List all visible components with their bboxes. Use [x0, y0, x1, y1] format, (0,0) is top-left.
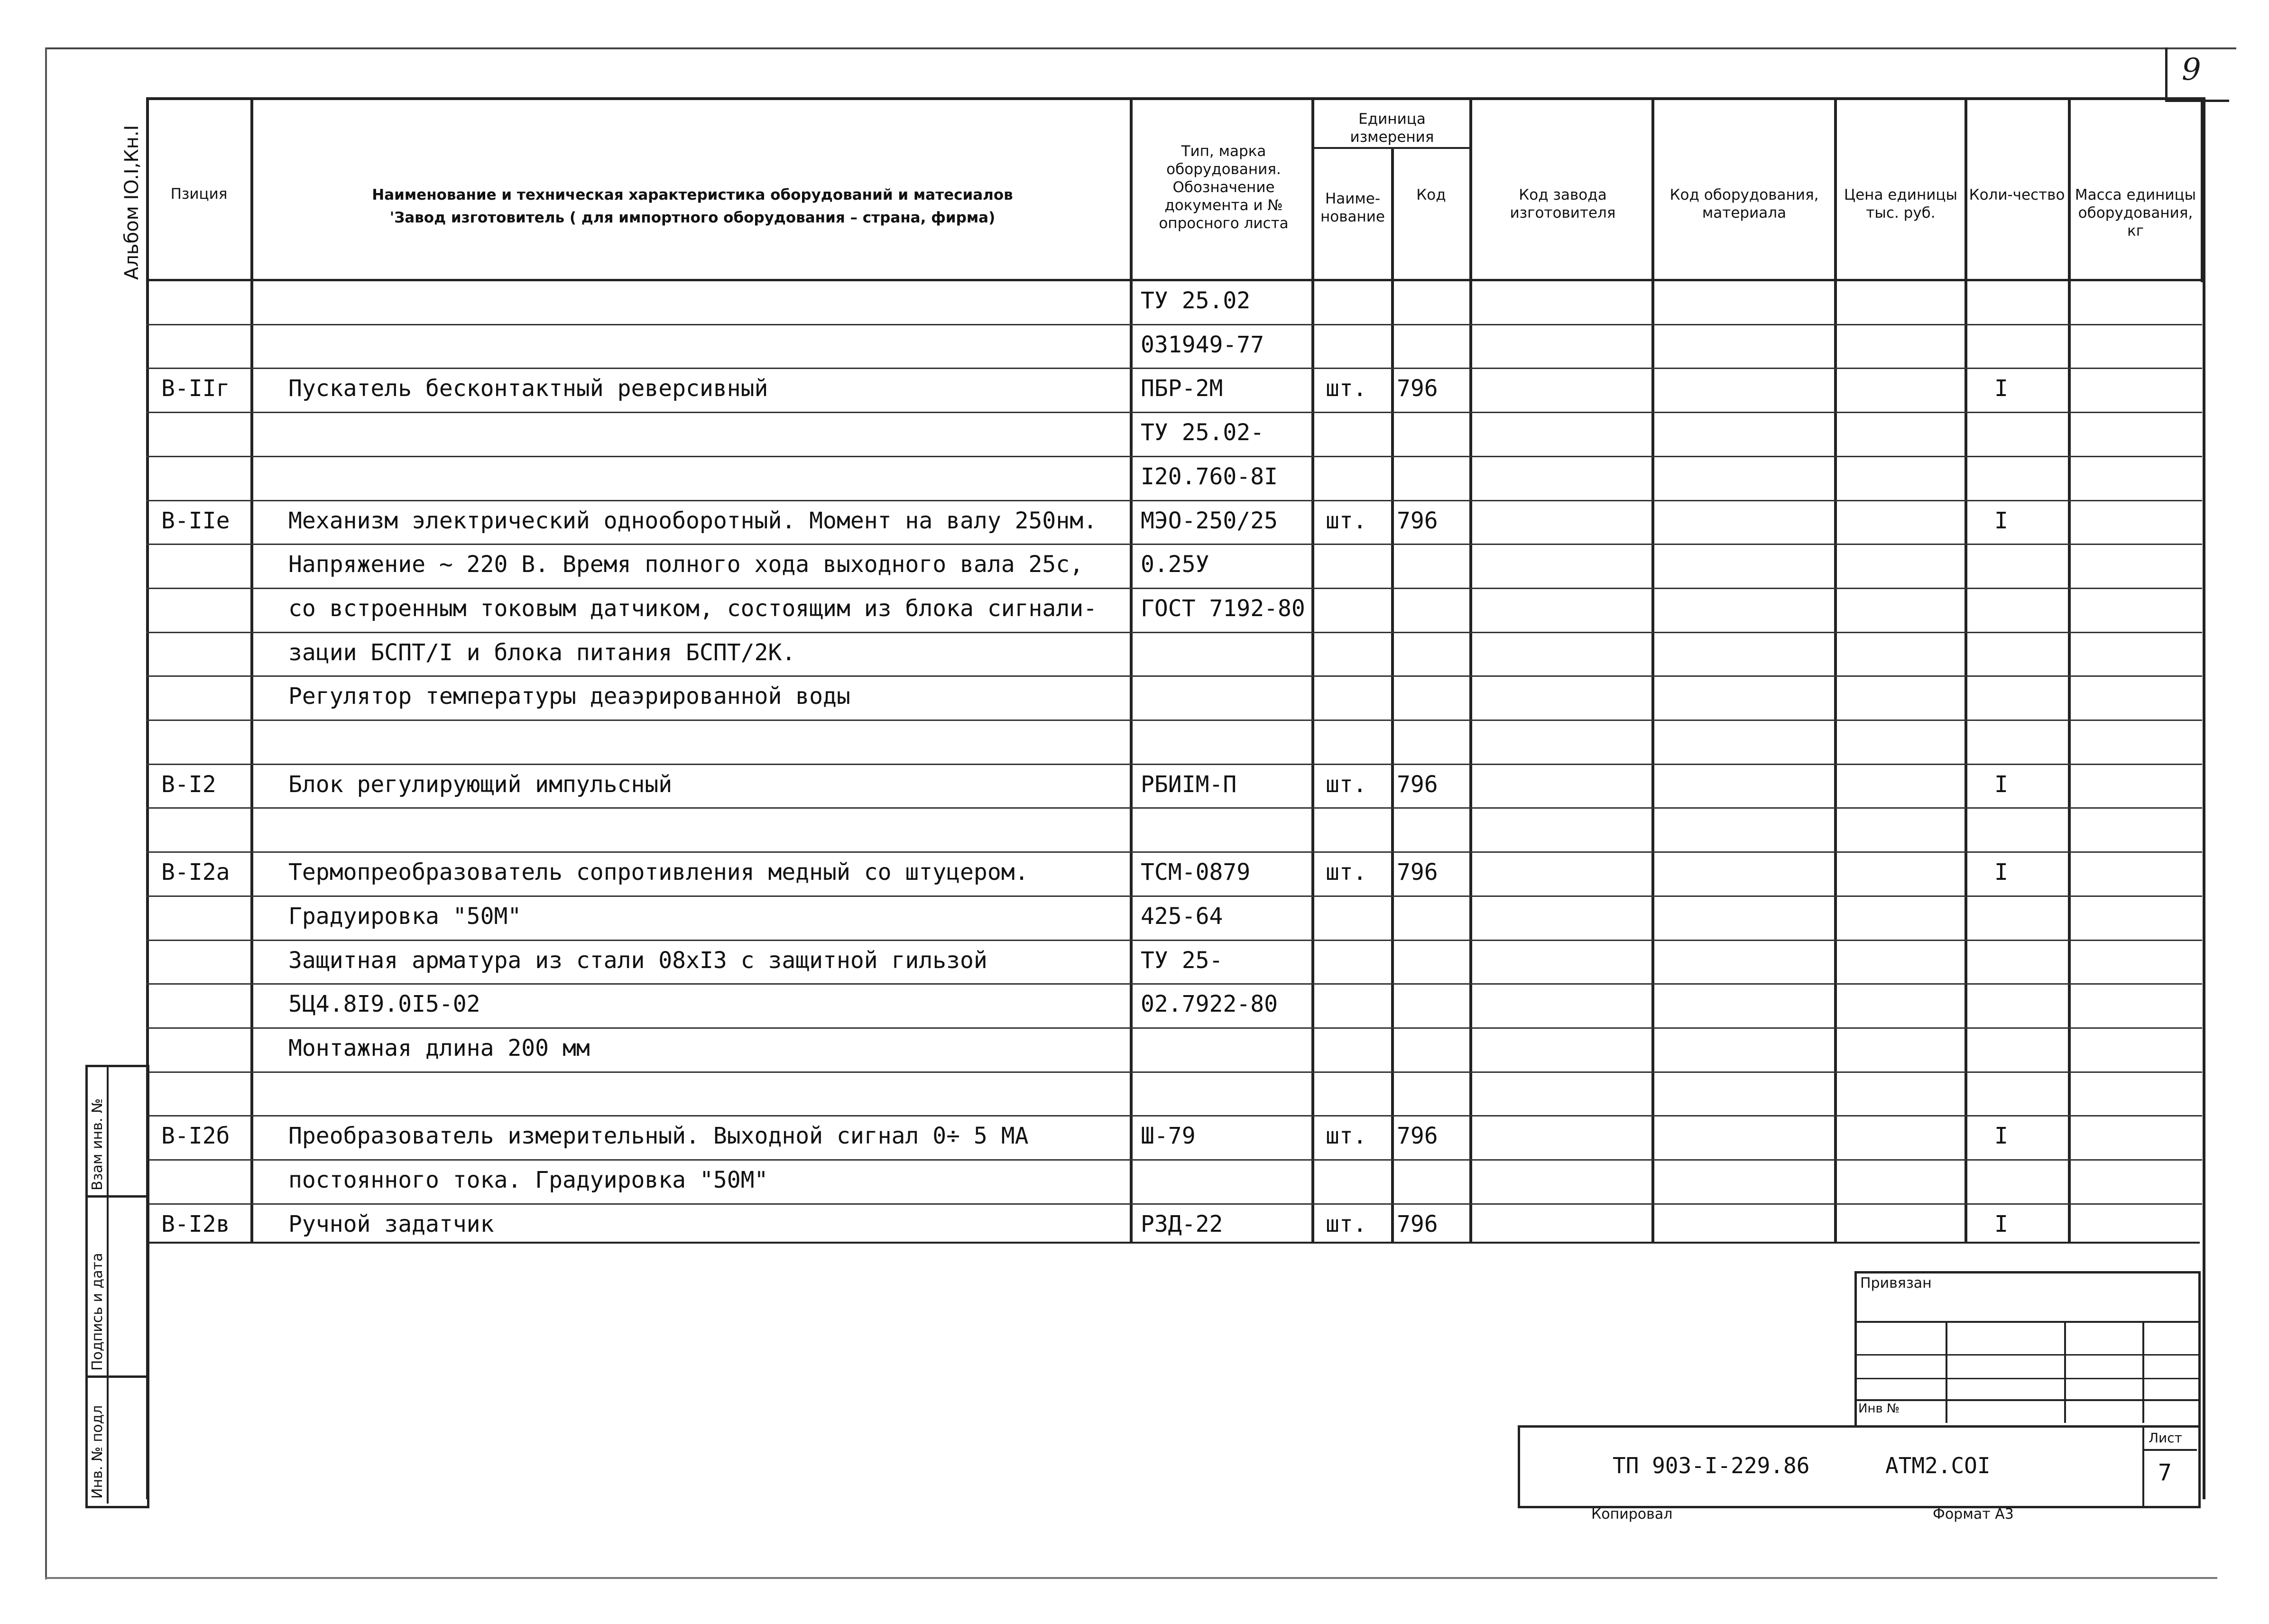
row-divider — [146, 851, 2202, 853]
header-unit-code: Код — [1416, 186, 1446, 203]
cell-code: 796 — [1397, 859, 1438, 886]
cell-type: ТСМ-0879 — [1141, 859, 1251, 886]
side-stamp-div2 — [85, 1375, 147, 1378]
cell-type: ТУ 25.02 — [1141, 287, 1251, 314]
cell-qty: I — [1994, 375, 2008, 402]
stamp-list-no: 7 — [2158, 1459, 2172, 1486]
header-quantity: Коли-чество — [1969, 186, 2065, 203]
stamp-vline-b — [2064, 1321, 2066, 1423]
cell-name: Защитная арматура из стали 08хI3 с защитной гильзой — [288, 947, 987, 974]
row-divider — [146, 983, 2202, 985]
header-factory-code: Код завода изготовителя — [1510, 186, 1616, 221]
cell-code: 796 — [1397, 771, 1438, 798]
cell-name: 5Ц4.8I9.0I5-02 — [288, 991, 480, 1018]
outer-frame-left — [45, 47, 47, 1579]
side-stamp-div1 — [85, 1195, 147, 1198]
cell-type: ПБР-2М — [1141, 375, 1223, 402]
cell-name: Регулятор температуры деаэрированной воды — [288, 683, 850, 710]
cell-unit: шт. — [1326, 859, 1367, 886]
row-divider — [146, 720, 2202, 721]
cell-unit: шт. — [1326, 771, 1367, 798]
stamp-list-box — [2142, 1425, 2144, 1506]
row-divider — [146, 764, 2202, 765]
stamp-privyazan-box — [1854, 1271, 2201, 1428]
cell-name: Напряжение ~ 220 В. Время полного хода выходного вала 25с, — [288, 551, 1084, 578]
header-name-line2: 'Завод изготовитель ( для импортного оборудования – страна, фирма) — [389, 209, 996, 226]
cell-name: Монтажная длина 200 мм — [288, 1034, 590, 1061]
row-divider — [146, 1115, 2202, 1116]
cell-type: 425-64 — [1141, 903, 1223, 930]
stamp-line-b — [1854, 1354, 2198, 1356]
header-type: Тип, марка оборудования. Обозначение документа и № опросного листа — [1159, 143, 1289, 232]
cell-unit: шт. — [1326, 375, 1367, 402]
row-divider — [146, 324, 2202, 325]
stamp-list-line — [2142, 1449, 2197, 1451]
outer-frame-bottom — [45, 1577, 2217, 1579]
cell-type: ГОСТ 7192-80 — [1141, 595, 1305, 622]
row-divider — [146, 1203, 2202, 1205]
stamp-vline-c — [2142, 1321, 2144, 1423]
side-label-vzam: Взам инв. № — [89, 1098, 106, 1190]
cell-name: Преобразователь измерительный. Выходной сигнал 0÷ 5 МА — [288, 1123, 1029, 1150]
row-divider — [146, 544, 2202, 545]
side-label-podpis: Подпись и дата — [89, 1253, 106, 1371]
row-divider — [146, 368, 2202, 369]
cell-name: Ручной задатчик — [288, 1210, 494, 1237]
header-mass: Масса единицы оборудования, кг — [2075, 186, 2196, 240]
cell-pos: В-I2б — [161, 1123, 230, 1150]
cell-name: постоянного тока. Градуировка "50М" — [288, 1167, 768, 1193]
cell-type: 02.7922-80 — [1141, 991, 1278, 1018]
header-price: Цена единицы тыс. руб. — [1844, 186, 1957, 221]
cell-code: 796 — [1397, 507, 1438, 534]
cell-unit: шт. — [1326, 1210, 1367, 1237]
cell-pos: В-I2а — [161, 859, 230, 886]
row-divider — [146, 456, 2202, 457]
stamp-doc-code: ТП 903-I-229.86 — [1613, 1453, 1810, 1478]
cell-qty: I — [1994, 859, 2008, 886]
cell-type: 0.25У — [1141, 551, 1209, 578]
col-line-4 — [1391, 147, 1394, 1243]
stamp-line-a — [1854, 1321, 2198, 1323]
row-divider — [146, 807, 2202, 809]
side-stamp-vline — [107, 1065, 109, 1504]
row-divider — [146, 940, 2202, 941]
header-name-line1: Наименование и техническая характеристика оборудований и матесиалов — [372, 186, 1013, 203]
row-divider — [146, 1071, 2202, 1073]
header-position: Пзиция — [170, 185, 228, 203]
row-divider — [146, 412, 2202, 413]
cell-name: Механизм электрический однооборотный. Момент на валу 250нм. — [288, 507, 1098, 534]
stamp-privyazan: Привязан — [1860, 1275, 1932, 1292]
side-label-inv-podl: Инв. № подл — [89, 1405, 106, 1499]
row-divider — [146, 1027, 2202, 1029]
outer-frame-top — [45, 47, 2236, 49]
cell-pos: В-I2в — [161, 1210, 230, 1237]
cell-code: 796 — [1397, 375, 1438, 402]
header-equipment-code: Код оборудования, материала — [1669, 186, 1819, 221]
cell-qty: I — [1994, 507, 2008, 534]
cell-name: Градуировка "50М" — [288, 903, 522, 930]
cell-qty: I — [1994, 1210, 2008, 1237]
cell-name: Термопреобразователь сопротивления медный со штуцером. — [288, 859, 1029, 886]
row-divider — [146, 500, 2202, 501]
cell-type: МЭО-250/25 — [1141, 507, 1278, 534]
cell-unit: шт. — [1326, 1123, 1367, 1150]
cell-name: зации БСПТ/I и блока питания БСПТ/2К. — [288, 639, 796, 666]
cell-name: Блок регулирующий импульсный — [288, 771, 673, 798]
album-label: Альбом IO.I,Кн.I — [121, 125, 143, 280]
row-divider — [146, 895, 2202, 897]
header-unit-name: Наиме-нование — [1320, 190, 1385, 225]
cell-pos: В-IIг — [161, 375, 230, 402]
cell-qty: I — [1994, 1123, 2008, 1150]
stamp-inv-no: Инв № — [1858, 1402, 1900, 1416]
stamp-list-label: Лист — [2149, 1430, 2182, 1446]
cell-code: 796 — [1397, 1210, 1438, 1237]
stamp-vline-a — [1946, 1321, 1947, 1423]
cell-type: ТУ 25.02- — [1141, 419, 1264, 446]
stamp-kopiroval: Копировал — [1591, 1506, 1673, 1522]
header-divider — [146, 279, 2204, 281]
cell-qty: I — [1994, 771, 2008, 798]
col-line-10 — [2201, 97, 2204, 282]
cell-type: 031949-77 — [1141, 331, 1264, 358]
cell-name: Пускатель бесконтактный реверсивный — [288, 375, 768, 402]
row-divider — [146, 632, 2202, 633]
cell-type: ТУ 25- — [1141, 947, 1223, 974]
cell-pos: В-IIе — [161, 507, 230, 534]
stamp-line-d — [1854, 1399, 2198, 1401]
cell-type: РЗД-22 — [1141, 1210, 1223, 1237]
row-divider — [146, 1159, 2202, 1161]
cell-type: РБИІМ-П — [1141, 771, 1237, 798]
table-bottom-line — [146, 1242, 2200, 1244]
cell-type: I20.760-8I — [1141, 463, 1278, 490]
row-divider — [146, 675, 2202, 677]
cell-unit: шт. — [1326, 507, 1367, 534]
cell-code: 796 — [1397, 1123, 1438, 1150]
cell-pos: В-I2 — [161, 771, 216, 798]
stamp-format: Формат А3 — [1933, 1506, 2014, 1522]
row-divider — [146, 588, 2202, 589]
unit-subheader-line — [1311, 147, 1472, 149]
stamp-line-c — [1854, 1378, 2198, 1379]
cell-name: со встроенным токовым датчиком, состоящим из блока сигнали- — [288, 595, 1098, 622]
header-unit-group: Единица измерения — [1350, 111, 1434, 146]
stamp-doc-suffix: АТМ2.СОI — [1885, 1453, 1991, 1478]
cell-type: Ш-79 — [1141, 1123, 1196, 1150]
page-number: 9 — [2182, 52, 2201, 87]
